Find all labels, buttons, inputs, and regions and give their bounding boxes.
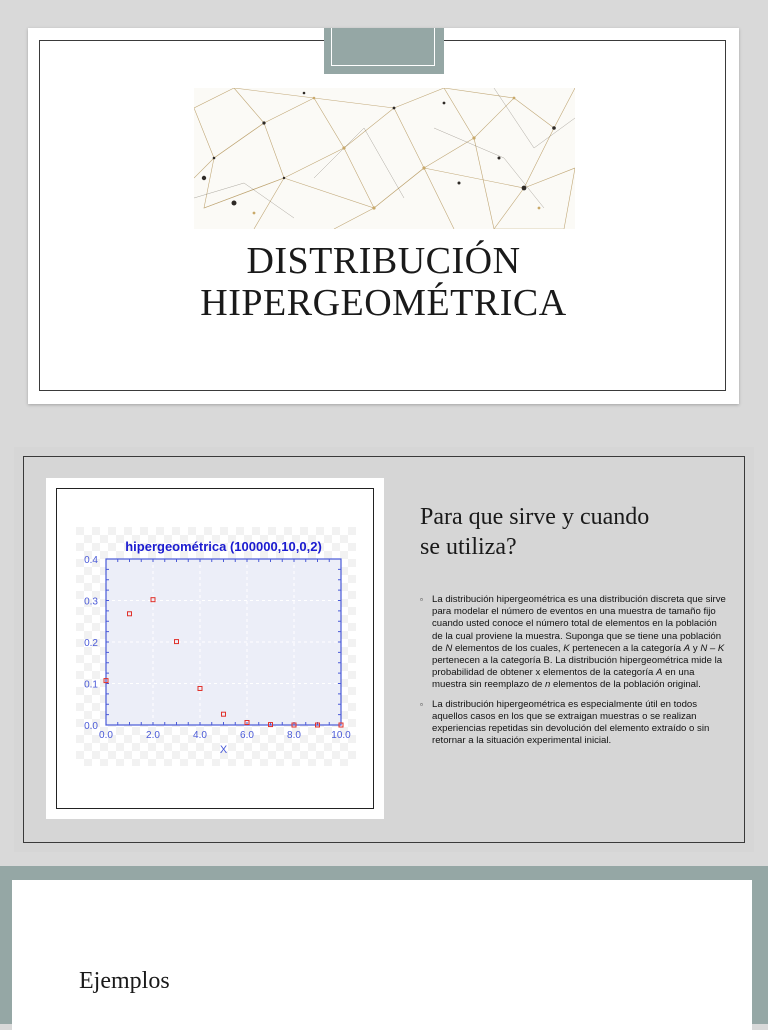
checker-cell [76, 703, 84, 711]
checker-cell [300, 527, 308, 535]
checker-cell [316, 751, 324, 759]
bullet-text: y [690, 642, 701, 654]
var-N: N [445, 642, 453, 654]
checker-cell [76, 655, 84, 663]
checker-cell [164, 743, 172, 751]
checker-cell [188, 751, 196, 759]
checker-cell [84, 743, 92, 751]
checker-cell [164, 759, 172, 766]
slide-title [28, 240, 739, 324]
checker-cell [252, 527, 260, 535]
bullet-text: elementos de los cuales, [452, 642, 564, 654]
checker-cell [76, 639, 84, 647]
bullet-item-1 [420, 594, 730, 692]
checker-cell [92, 623, 100, 631]
checker-cell [324, 551, 332, 559]
section-heading [420, 502, 740, 562]
checker-cell [76, 527, 84, 535]
x-tick-label: 4.0 [193, 730, 207, 741]
var-n: n [545, 679, 551, 691]
checker-cell [348, 639, 356, 647]
checker-cell [348, 703, 356, 711]
checker-cell [140, 527, 148, 535]
checker-cell [116, 535, 124, 543]
checker-cell [76, 575, 84, 583]
checker-cell [124, 735, 132, 743]
checker-cell [204, 751, 212, 759]
checker-cell [76, 671, 84, 679]
checker-cell [172, 751, 180, 759]
checker-cell [92, 575, 100, 583]
checker-cell [292, 743, 300, 751]
checker-cell [268, 735, 276, 743]
bullet-marker: ▫ [420, 595, 423, 604]
checker-cell [236, 751, 244, 759]
geometric-network-image [194, 88, 575, 229]
checker-cell [76, 607, 84, 615]
y-tick-label: 0.1 [84, 679, 98, 691]
checker-cell [204, 527, 212, 535]
checker-cell [76, 623, 84, 631]
x-axis-label: X [219, 744, 228, 756]
checker-cell [140, 751, 148, 759]
checker-cell [340, 551, 348, 559]
checker-cell [76, 719, 84, 727]
checker-cell [268, 527, 276, 535]
checker-cell [212, 727, 220, 735]
accent-tab-inner [331, 28, 435, 66]
checker-cell [308, 759, 316, 766]
heading-line-2: se utiliza? [420, 534, 517, 560]
checker-cell [324, 743, 332, 751]
checker-cell [324, 535, 332, 543]
network-pattern [194, 88, 575, 229]
y-tick-label: 0.4 [84, 555, 98, 566]
checker-cell [92, 543, 100, 551]
bullet-text: La distribución hipergeométrica es especialmente útil en todos aquellos casos en los que se extraigan muestras o se realizan experiencias repetidas sin devolución del elemento extraído o sin retornar a la situación experimental inicial. [432, 698, 710, 747]
checker-cell [332, 527, 340, 535]
bullet-text: elementos de la población original. [550, 679, 701, 691]
checker-cell [236, 527, 244, 535]
checker-cell [116, 759, 124, 766]
checker-cell [132, 727, 140, 735]
checker-cell [348, 719, 356, 727]
checker-cell [148, 759, 156, 766]
checker-cell [332, 751, 340, 759]
checker-cell [348, 687, 356, 695]
checker-cell [228, 727, 236, 735]
checker-cell [348, 527, 356, 535]
checker-cell [308, 743, 316, 751]
checker-cell [76, 735, 84, 743]
checker-cell [132, 743, 140, 751]
checker-cell [92, 671, 100, 679]
checker-cell [284, 751, 292, 759]
checker-cell [300, 751, 308, 759]
checker-cell [84, 583, 92, 591]
checker-cell [108, 751, 116, 759]
checker-cell [308, 727, 316, 735]
checker-cell [196, 743, 204, 751]
checker-cell [276, 727, 284, 735]
checker-cell [148, 743, 156, 751]
checker-cell [116, 551, 124, 559]
checker-cell [348, 543, 356, 551]
bullet-item-2 [420, 699, 730, 748]
checker-cell [84, 567, 92, 575]
checker-cell [124, 527, 132, 535]
checker-cell [84, 615, 92, 623]
heading-line-1: Para que sirve y cuando [420, 504, 650, 530]
checker-cell [340, 535, 348, 543]
checker-cell [100, 743, 108, 751]
bullet-text: pertenecen a la categoría B. La distribución hipergeométrica mide la probabilidad de obtener x elementos de la categoría [432, 655, 723, 679]
x-tick-label: 8.0 [287, 730, 301, 741]
hypergeometric-chart [76, 527, 356, 766]
checker-cell [76, 543, 84, 551]
examples-panel [12, 880, 752, 1030]
var-A: A [656, 667, 663, 679]
x-tick-label: 10.0 [331, 730, 351, 741]
checker-cell [116, 743, 124, 751]
checker-cell [348, 671, 356, 679]
chart-title: hipergeométrica (100000,10,0,2) [125, 539, 322, 554]
x-tick-label: 0.0 [99, 730, 113, 741]
y-tick-label: 0.0 [84, 721, 98, 732]
checker-cell [124, 751, 132, 759]
checker-cell [164, 727, 172, 735]
content-slide[interactable] [14, 447, 754, 852]
var-K: K [563, 642, 570, 654]
y-tick-label: 0.3 [84, 596, 98, 608]
checker-cell [76, 591, 84, 599]
checker-cell [156, 527, 164, 535]
checker-cell [108, 543, 116, 551]
checker-cell [100, 535, 108, 543]
checker-cell [172, 735, 180, 743]
checker-cell [100, 759, 108, 766]
title-slide[interactable] [28, 28, 739, 404]
x-tick-label: 2.0 [146, 730, 160, 741]
examples-slide[interactable] [0, 866, 768, 1024]
checker-cell [212, 743, 220, 751]
checker-cell [92, 703, 100, 711]
checker-cell [348, 655, 356, 663]
checker-cell [92, 655, 100, 663]
checker-cell [244, 743, 252, 751]
checker-cell [180, 743, 188, 751]
checker-cell [84, 759, 92, 766]
checker-cell [132, 759, 140, 766]
checker-cell [284, 527, 292, 535]
checker-cell [276, 759, 284, 766]
checker-cell [332, 543, 340, 551]
checker-cell [268, 751, 276, 759]
bullet-text: La distribución hipergeométrica es una distribución discreta que sirve para modelar el número de eventos en una muestra de tamaño fijo cuando usted conoce el número total de elementos en la población de la cual proviene la muestra. Suponga que se tiene una población de [432, 594, 726, 654]
chart-image-box [46, 478, 384, 819]
checker-cell [228, 743, 236, 751]
checker-cell [180, 727, 188, 735]
checker-cell [228, 759, 236, 766]
checker-cell [260, 727, 268, 735]
title-line-2: HIPERGEOMÉTRICA [200, 282, 567, 324]
checker-cell [188, 527, 196, 535]
checker-cell [316, 527, 324, 535]
checker-cell [244, 759, 252, 766]
checker-cell [300, 735, 308, 743]
y-tick-label: 0.2 [84, 638, 98, 649]
checker-cell [348, 607, 356, 615]
checker-cell [220, 527, 228, 535]
checker-cell [108, 527, 116, 535]
checker-cell [84, 711, 92, 719]
checker-cell [348, 591, 356, 599]
checker-cell [316, 735, 324, 743]
checker-cell [116, 727, 124, 735]
var-N-minus-K: N – K [700, 642, 725, 654]
checker-cell [212, 759, 220, 766]
checker-cell [196, 759, 204, 766]
checker-cell [276, 743, 284, 751]
checker-cell [220, 735, 228, 743]
checker-cell [92, 607, 100, 615]
checker-cell [260, 743, 268, 751]
checker-cell [92, 751, 100, 759]
checker-cell [76, 687, 84, 695]
checker-cell [180, 759, 188, 766]
checker-cell [260, 759, 268, 766]
checker-cell [84, 663, 92, 671]
checker-cell [92, 527, 100, 535]
checker-cell [156, 751, 164, 759]
checker-cell [172, 527, 180, 535]
checker-cell [348, 575, 356, 583]
checker-cell [292, 759, 300, 766]
title-line-1: DISTRIBUCIÓN [246, 240, 521, 282]
bullet-marker: ▫ [420, 699, 423, 709]
checker-cell [76, 751, 84, 759]
checker-cell [340, 743, 348, 751]
checker-cell [348, 623, 356, 631]
accent-tab [324, 28, 444, 74]
checker-cell [324, 759, 332, 766]
checker-cell [76, 559, 84, 567]
checker-cell [84, 535, 92, 543]
checker-cell [252, 751, 260, 759]
checker-cell [348, 559, 356, 567]
checker-cell [340, 759, 348, 766]
bullet-list [420, 594, 730, 754]
examples-heading: Ejemplos [79, 968, 170, 994]
var-A: A [683, 642, 691, 654]
checker-cell [348, 751, 356, 759]
x-tick-label: 6.0 [240, 730, 254, 741]
bullet-text: en una muestra sin reemplazo de [432, 667, 695, 691]
bullet-text: pertenecen a la categoría [569, 642, 684, 654]
checker-cell [100, 551, 108, 559]
checker-cell [84, 695, 92, 703]
